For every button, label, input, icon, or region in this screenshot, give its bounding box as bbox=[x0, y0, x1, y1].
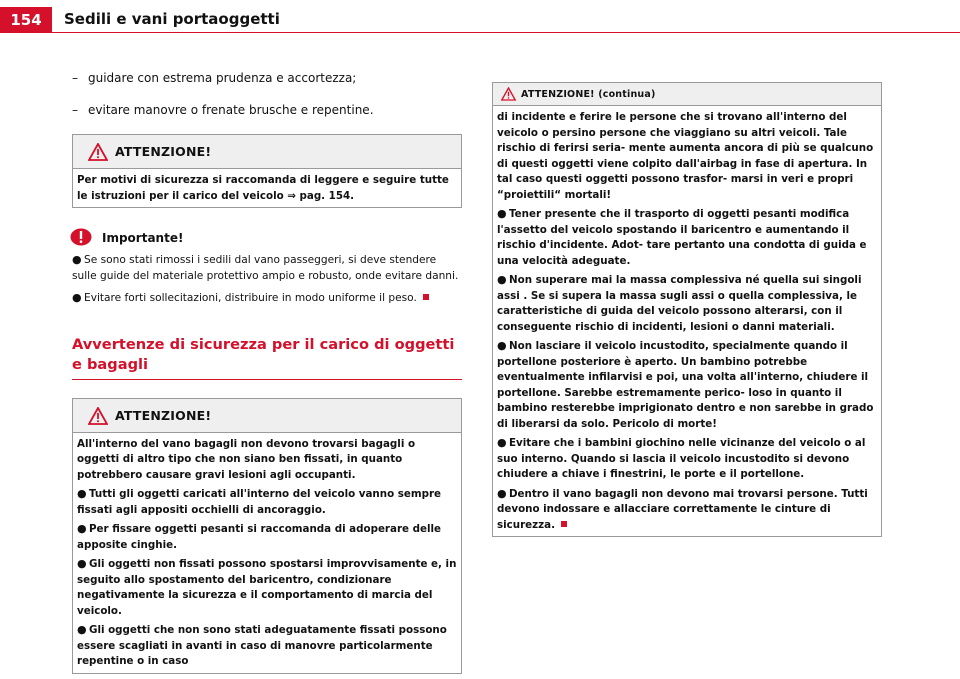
chapter-title: Sedili e vani portaoggetti bbox=[64, 10, 280, 28]
warning-triangle-icon bbox=[501, 87, 516, 101]
warning-bullet: ● Dentro il vano bagagli non devono mai trovarsi persone. Tutti devono indossare e allacciare correttamente le cinture di sicurezza. bbox=[497, 486, 868, 531]
exclamation-badge-icon bbox=[70, 228, 92, 246]
important-header bbox=[72, 228, 462, 252]
warning-box-continued bbox=[492, 82, 882, 537]
warning-body bbox=[73, 433, 461, 673]
right-column bbox=[492, 82, 882, 537]
end-marker bbox=[561, 521, 567, 527]
warning-bullet: ● Gli oggetti non fissati possono spostarsi improvvisamente e, in seguito allo spostamento del baricentro, condizionare negativamente la sicurezza e il comportamento di marcia del veicolo. bbox=[77, 557, 457, 617]
header-rule bbox=[52, 32, 960, 33]
page-header bbox=[0, 0, 960, 34]
dash-item: – evitare manovre o frenate brusche e repentine. bbox=[72, 103, 374, 117]
important-bullet: ● Evitare forti sollecitazioni, distribuire in modo uniforme il peso. bbox=[72, 290, 462, 307]
warning-bullet: ● Gli oggetti che non sono stati adeguatamente fissati possono essere scagliati in avanti in caso di manovre particolarmente repentine o in caso bbox=[77, 623, 447, 667]
warning-triangle-icon bbox=[88, 143, 108, 161]
warning-bullet: ● Tutti gli oggetti caricati all'interno del veicolo vanno sempre fissati agli appositi occhielli di ancoraggio. bbox=[77, 487, 442, 516]
warning-title: ATTENZIONE! (continua) bbox=[521, 89, 656, 100]
warning-intro: All'interno del vano bagagli non devono trovarsi bagagli o oggetti di altro tipo che non siano ben fissati, in quanto potrebbero causare gravi lesioni agli occupanti. bbox=[77, 437, 416, 481]
warning-bullet: ● Non superare mai la massa complessiva né quella sui singoli assi . Se si supera la massa sugli assi o quella complessiva, le caratteristiche di guida del veicolo possono alterarsi, con il conseguente rischio di incidenti, lesioni o danni materiali. bbox=[497, 273, 862, 333]
warning-bullet: ● Non lasciare il veicolo incustodito, specialmente quando il portellone posteriore è aperto. Un bambino potrebbe eventualmente infilarvisi e poi, una volta all'interno, chiudere il portellone. Sarebbe estremamente perico- loso in quanto il bambino resterebbe imprigionato dentro e non sarebbe in grado di liberarsi da solo. Pericolo di morte! bbox=[497, 339, 874, 430]
warning-header bbox=[73, 135, 461, 169]
warning-intro: di incidente e ferire le persone che si trovano all'interno del veicolo o persino persone che viaggiano su altri veicoli. Tale rischio di ferirsi seria- mente aumenta ancora di più se qualcuno di questi oggetti viene colpito dall'airbag in fase di apertura. In tal caso questi oggetti possono trasfor- marsi in veri e propri “proiettili“ mortali! bbox=[497, 111, 874, 201]
warning-text: Per motivi di sicurezza si raccomanda di leggere e seguire tutte le istruzioni per il carico del veicolo bbox=[77, 174, 449, 202]
warning-triangle-icon bbox=[88, 407, 108, 425]
warning-bullet: ● Per fissare oggetti pesanti si raccomanda di adoperare delle apposite cinghie. bbox=[77, 522, 441, 551]
warning-body bbox=[73, 169, 461, 207]
left-column bbox=[72, 70, 462, 674]
warning-title: ATTENZIONE! bbox=[115, 407, 212, 423]
warning-box bbox=[72, 398, 462, 674]
warning-header bbox=[73, 399, 461, 433]
warning-header bbox=[493, 83, 881, 106]
page-reference-link[interactable]: ⇒ pag. 154. bbox=[287, 189, 355, 202]
warning-bullet: ● Tener presente che il trasporto di oggetti pesanti modifica l'assetto del veicolo spostando il baricentro e aumentando il rischio d'incidente. Adot- tare pertanto una condotta di guida e una velocità adeguate. bbox=[497, 207, 867, 267]
warning-body bbox=[493, 106, 881, 536]
warning-title: ATTENZIONE! bbox=[115, 144, 212, 159]
section-title: Avvertenze di sicurezza per il carico di oggetti e bagagli bbox=[72, 335, 462, 380]
page-number: 154 bbox=[0, 7, 52, 33]
important-title: Importante! bbox=[102, 231, 184, 245]
warning-bullet: ● Evitare che i bambini giochino nelle vicinanze del veicolo o al suo interno. Quando si lascia il veicolo incustodito si devono chiudere a chiave i finestrini, le porte e il portellone. bbox=[497, 436, 866, 480]
end-marker bbox=[423, 294, 429, 300]
dash-item: – guidare con estrema prudenza e accortezza; bbox=[72, 71, 357, 85]
important-note bbox=[72, 228, 462, 307]
warning-box bbox=[72, 134, 462, 208]
important-bullet: ● Se sono stati rimossi i sedili dal vano passeggeri, si deve stendere sulle guide del materiale protettivo ampio e robusto, onde evitare danni. bbox=[72, 253, 459, 282]
